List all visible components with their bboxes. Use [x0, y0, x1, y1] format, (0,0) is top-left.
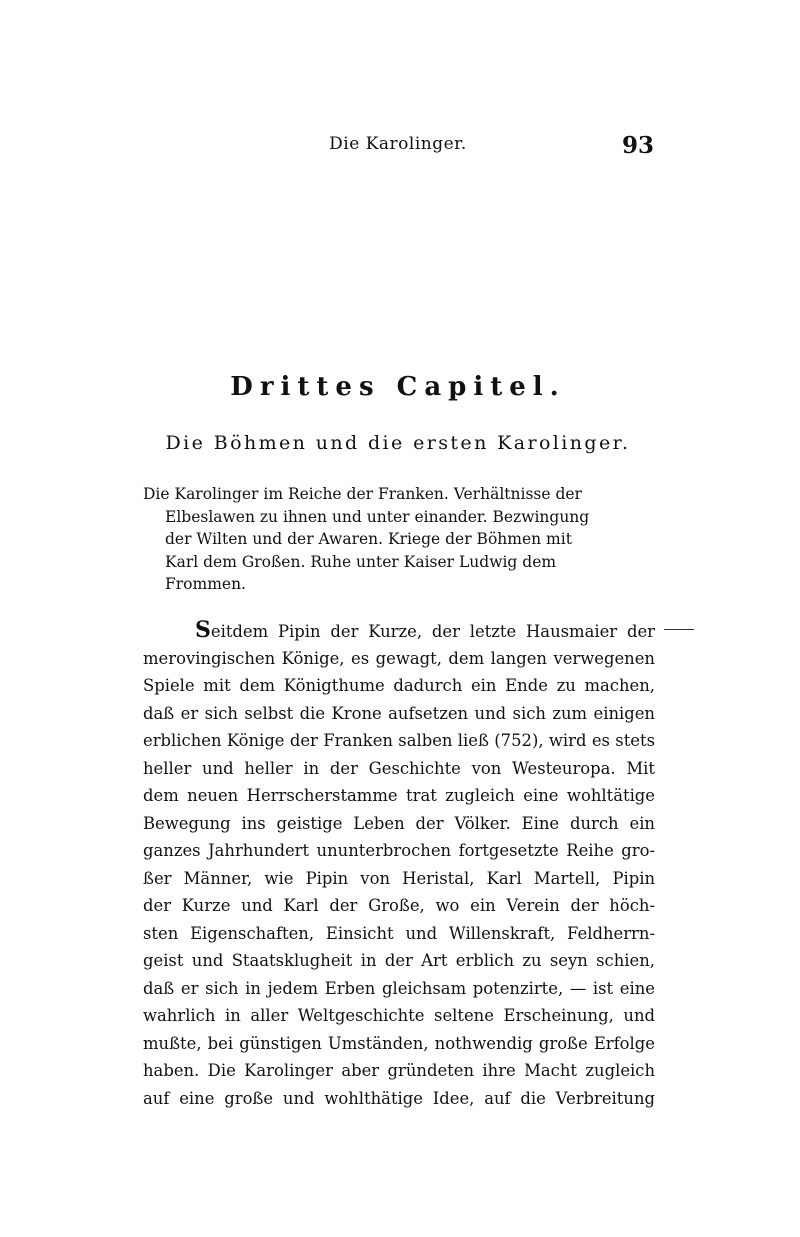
body-line — [143, 617, 655, 645]
body-line: mußte, bei günstigen Umständen, nothwendig große Erfolge — [143, 1033, 655, 1053]
body-line: daß er sich selbst die Krone aufsetzen und sich zum einigen — [143, 703, 655, 723]
body-paragraph — [143, 617, 655, 1112]
body-line: dem neuen Herrscherstamme trat zugleich eine wohltätige — [143, 786, 655, 805]
body-line: ßer Männer, wie Pipin von Heristal, Karl Martell, Pipin — [143, 868, 655, 888]
body-line: geist und Staatsklugheit in der Art erblich zu seyn schien, — [143, 951, 655, 970]
chapter-summary — [143, 483, 655, 596]
body-line: haben. Die Karolinger aber gründeten ihre Macht zugleich — [143, 1061, 655, 1080]
chapter-subtitle: Die Böhmen und die ersten Karolinger. — [165, 432, 631, 454]
summary-line: Frommen. — [165, 575, 246, 593]
summary-line: der Wilten und der Awaren. Kriege der Böhmen mit — [165, 530, 572, 548]
body-line: daß er sich in jedem Erben gleichsam potenzirte, — ist eine — [143, 978, 655, 998]
body-line: merovingischen Könige, es gewagt, dem langen verwegenen — [143, 648, 655, 668]
body-line: sten Eigenschaften, Einsicht und Willenskraft, Feldherrn- — [143, 923, 655, 943]
body-line: der Kurze und Karl der Große, wo ein Verein der höch- — [143, 896, 655, 915]
first-line-text: eitdem Pipin der Kurze, der letzte Hausmaier der — [210, 622, 655, 641]
body-line: auf eine große und wohlthätige Idee, auf die Verbreitung — [143, 1088, 655, 1108]
chapter-title: Drittes Capitel. — [230, 372, 566, 402]
running-header — [140, 132, 656, 162]
body-line: wahrlich in aller Weltgeschichte seltene Erscheinung, und — [143, 1006, 655, 1025]
page-number: 93 — [621, 132, 654, 159]
body-line: ganzes Jahrhundert ununterbrochen fortgesetzte Reihe gro- — [143, 841, 655, 860]
body-line: heller und heller in der Geschichte von Westeuropa. Mit — [143, 758, 655, 778]
running-title: Die Karolinger. — [329, 134, 467, 154]
margin-rule — [664, 629, 694, 630]
summary-line: Karl dem Großen. Ruhe unter Kaiser Ludwig dem — [165, 552, 557, 571]
body-line: Bewegung ins geistige Leben der Völker. Eine durch ein — [143, 813, 655, 833]
drop-cap: S — [195, 617, 211, 643]
body-line: erblichen Könige der Franken salben ließ (752), wird es stets — [143, 731, 655, 750]
body-line: Spiele mit dem Königthume dadurch ein Ende zu machen, — [143, 676, 655, 695]
summary-line: Elbeslawen zu ihnen und unter einander. Bezwingung — [165, 507, 590, 526]
summary-line: Die Karolinger im Reiche der Franken. Verhältnisse der — [143, 485, 582, 503]
